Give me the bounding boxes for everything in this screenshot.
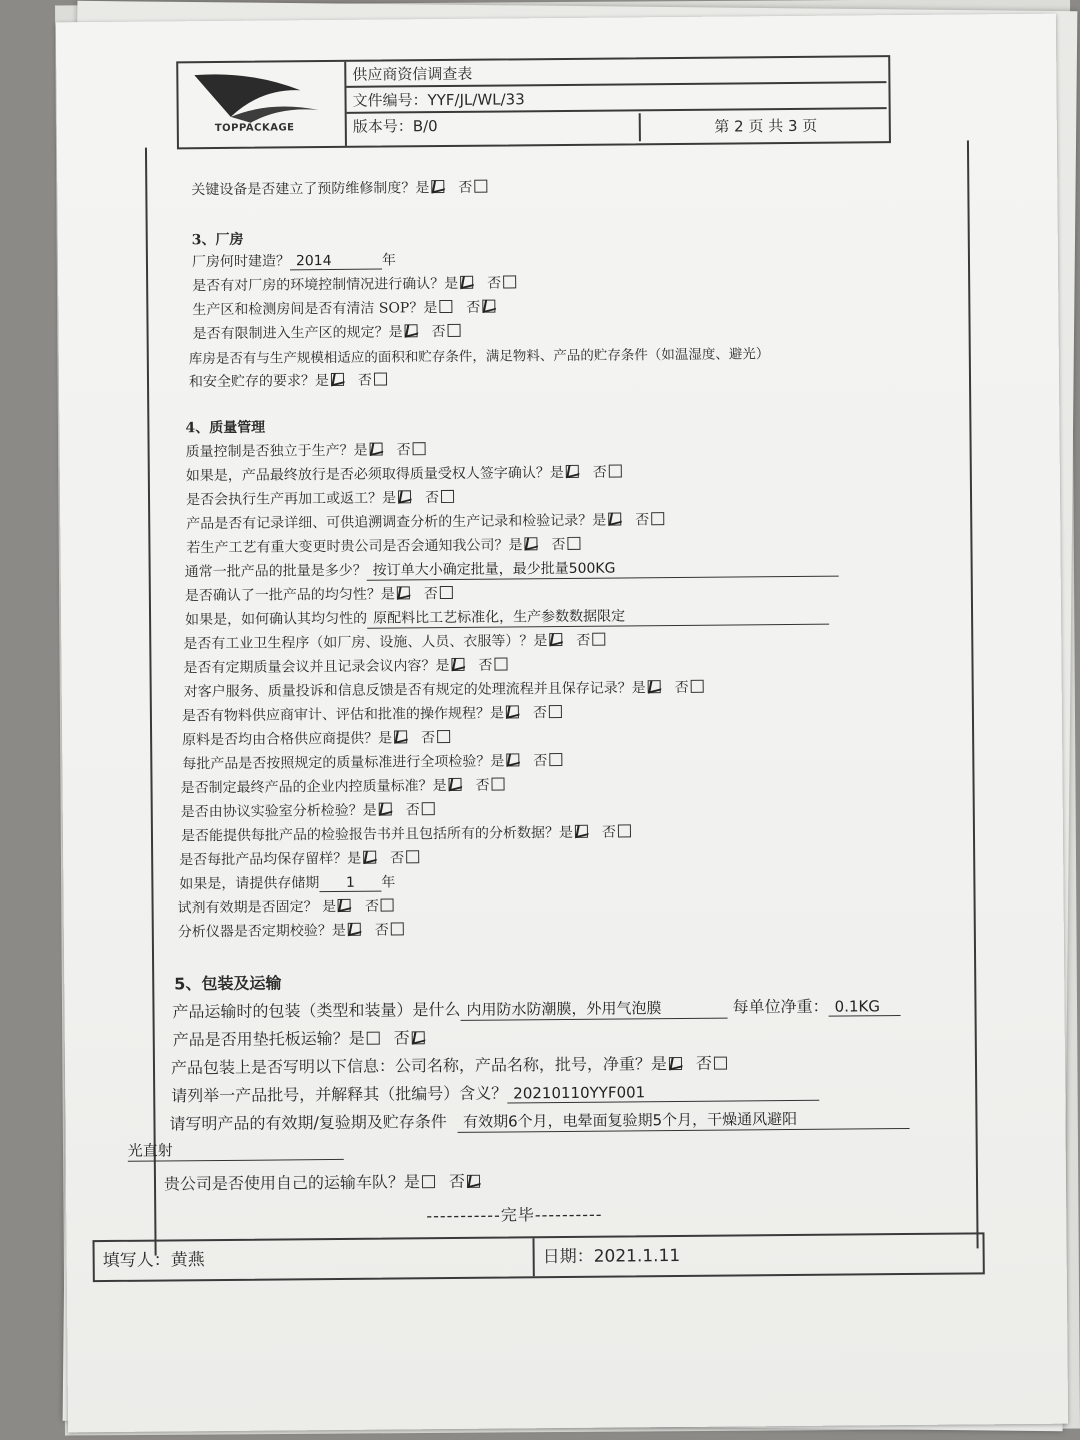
end-marker: -----------完毕----------: [426, 1204, 603, 1226]
q-instrument: 分析仪器是否定期校验？是 否: [178, 919, 418, 941]
version-number: 版本号：B/0: [352, 117, 438, 136]
checkbox-yes[interactable]: [379, 802, 392, 815]
q-transport-fleet: 贵公司是否使用自己的运输车队？是 否: [164, 1169, 494, 1195]
checkbox-yes[interactable]: [348, 923, 361, 936]
q-access: 是否有限制进入生产区的规定？是 否: [192, 321, 474, 343]
q-environment: 是否有对厂房的环境控制情况进行确认？是 否: [192, 272, 530, 295]
checkbox-yes[interactable]: [431, 180, 444, 193]
checkbox-yes[interactable]: [331, 373, 344, 386]
checkbox-yes[interactable]: [448, 778, 461, 791]
checkbox-yes[interactable]: [394, 730, 407, 743]
checkbox-yes[interactable]: [398, 490, 411, 503]
checkbox-no[interactable]: [374, 373, 387, 386]
checkbox-yes[interactable]: [575, 825, 588, 838]
checkbox-yes[interactable]: [422, 1175, 435, 1188]
checkbox-no[interactable]: [448, 324, 461, 337]
q-records: 产品是否有记录详细、可供追溯调查分析的生产记录和检验记录？是 否: [186, 509, 678, 533]
q-label-info: 产品包装上是否写明以下信息：公司名称，产品名称，批号，净重？是 否: [171, 1050, 741, 1078]
checkbox-yes[interactable]: [338, 899, 351, 912]
q-packaging: 产品运输时的包装（类型和装量）是什么 内用防水防潮膜，外用气泡膜 每单位净重： 0.1KG: [172, 993, 900, 1023]
q-meeting: 是否有定期质量会议并且记录会议内容？是 否: [183, 654, 521, 677]
page-count: 第 2 页 共 3 页: [639, 111, 891, 141]
q-full-test: 每批产品是否按照规定的质量标准进行全项检验？是 否: [182, 750, 576, 773]
section-4-title: 4、质量管理: [185, 419, 266, 437]
q-hygiene: 是否有工业卫生程序（如厂房、设施、人员、衣服等）？是 否: [183, 629, 619, 653]
checkbox-yes[interactable]: [363, 851, 376, 864]
q-notify: 若生产工艺有重大变更时贵公司是否会通知我公司？是 否: [186, 534, 594, 558]
checkbox-no[interactable]: [494, 657, 507, 670]
q-reagent: 试剂有效期是否固定？ 是 否: [178, 895, 409, 917]
q-standard: 是否制定最终产品的企业内控质量标准？是 否: [180, 774, 518, 797]
q-supplier-audit: 是否有物料供应商审计、评估和批准的操作规程？是 否: [182, 702, 576, 725]
packaging-value[interactable]: 内用防水防潮膜，外用气泡膜: [460, 997, 727, 1021]
batch-size-value[interactable]: 按订单大小确定批量，最少批量500KG: [367, 556, 839, 581]
section-3-title: 3、厂房: [191, 231, 244, 249]
checkbox-no[interactable]: [651, 512, 664, 525]
checkbox-no[interactable]: [412, 1031, 425, 1044]
q-built: 厂房何时建造？ 2014 年: [191, 252, 397, 271]
checkbox-yes[interactable]: [669, 1057, 682, 1070]
q-validity-cont: [128, 1138, 344, 1162]
q-sample: 是否每批产品均保存留样？是 否: [179, 847, 433, 869]
q-sop: 生产区和检测房间是否有清洁 SOP？是 否: [192, 296, 509, 319]
checkbox-yes[interactable]: [549, 633, 562, 646]
q-storage-period: 如果是，请提供存储期 1 年: [179, 874, 396, 893]
storage-period-value[interactable]: 1: [319, 875, 381, 893]
checkbox-no[interactable]: [482, 300, 495, 313]
checkbox-no[interactable]: [437, 730, 450, 743]
checkbox-yes[interactable]: [566, 465, 579, 478]
q-how-uniform: 如果是，如何确认其均匀性的 原配料比工艺标准化，生产参数数据限定: [185, 604, 829, 631]
q-service: 对客户服务、质量投诉和信息反馈是否有规定的处理流程并且保存记录？是 否: [184, 677, 718, 702]
q-storage-2: 和安全贮存的要求？是 否: [189, 369, 401, 391]
checkbox-yes[interactable]: [405, 324, 418, 337]
fill-date: 日期：2021.1.11: [542, 1245, 681, 1268]
q-lab: 是否由协议实验室分析检验？是 否: [181, 799, 449, 821]
q-material: 原料是否均由合格供应商提供？是 否: [182, 727, 464, 749]
q-rework: 是否会执行生产再加工或返工？是 否: [186, 487, 468, 509]
q-validity: 请写明产品的有效期/复验期及贮存条件 有效期6个月，电晕面复验期5个月，干燥通风避阳: [169, 1105, 909, 1135]
validity-value-cont[interactable]: 光直射: [128, 1138, 344, 1162]
checkbox-yes[interactable]: [451, 658, 464, 671]
company-logo: [178, 62, 347, 147]
checkbox-no[interactable]: [549, 705, 562, 718]
checkbox-yes[interactable]: [506, 705, 519, 718]
doc-number: 文件编号：YYF/JL/WL/33: [346, 83, 886, 114]
net-weight-value[interactable]: 0.1KG: [829, 997, 901, 1017]
checkbox-no[interactable]: [413, 442, 426, 455]
checkbox-no[interactable]: [691, 680, 704, 693]
checkbox-no[interactable]: [503, 275, 516, 288]
checkbox-no[interactable]: [381, 898, 394, 911]
uniformity-method-value[interactable]: 原配料比工艺标准化，生产参数数据限定: [367, 604, 829, 629]
q-report: 是否能提供每批产品的检验报告书并且包括所有的分析数据？是 否: [181, 821, 645, 845]
logo-text: TOPPACKAGE: [214, 122, 295, 135]
section-5-title: 5、包装及运输: [174, 973, 282, 994]
checkbox-no[interactable]: [406, 850, 419, 863]
form-footer: [92, 1232, 984, 1282]
checkbox-yes[interactable]: [608, 512, 621, 525]
checkbox-yes[interactable]: [524, 537, 537, 550]
checkbox-yes[interactable]: [506, 753, 519, 766]
checkbox-no[interactable]: [440, 586, 453, 599]
checkbox-no[interactable]: [567, 537, 580, 550]
checkbox-no[interactable]: [549, 753, 562, 766]
checkbox-no[interactable]: [422, 802, 435, 815]
checkbox-no[interactable]: [609, 464, 622, 477]
validity-value[interactable]: 有效期6个月，电晕面复验期5个月，干燥通风避阳: [457, 1107, 909, 1133]
checkbox-no[interactable]: [391, 922, 404, 935]
checkbox-no[interactable]: [467, 1175, 480, 1188]
q-uniformity: 是否确认了一批产品的均匀性？是 否: [185, 583, 467, 605]
checkbox-yes[interactable]: [439, 300, 452, 313]
checkbox-yes[interactable]: [460, 276, 473, 289]
checkbox-no[interactable]: [714, 1057, 727, 1070]
form-title: 供应商资信调查表: [346, 57, 886, 88]
q-pallet: 产品是否用垫托板运输？是 否: [173, 1025, 439, 1050]
checkbox-no[interactable]: [491, 778, 504, 791]
checkbox-no[interactable]: [441, 490, 454, 503]
form-body: [127, 140, 979, 1255]
q-storage-1: 库房是否有与生产规模相适应的面积和贮存条件，满足物料、产品的贮存条件（如温湿度、避光）: [188, 346, 770, 368]
q-release: 如果是，产品最终放行是否必须取得质量受权人签字确认？是 否: [186, 461, 636, 485]
checkbox-yes[interactable]: [648, 680, 661, 693]
checkbox-yes[interactable]: [370, 443, 383, 456]
q-qc-independent: 质量控制是否独立于生产？是 否: [186, 439, 440, 461]
q-lot-number: 请列举一产品批号，并解释其（批编号）含义？ 20210110YYF001: [171, 1078, 819, 1107]
checkbox-no[interactable]: [592, 633, 605, 646]
sail-logo-icon: [190, 70, 330, 127]
form-header: [176, 55, 891, 149]
checkbox-no[interactable]: [618, 824, 631, 837]
lot-number-value[interactable]: 20210110YYF001: [507, 1082, 819, 1104]
filler-name: 填写人：黄燕: [102, 1250, 205, 1272]
checkbox-yes[interactable]: [397, 586, 410, 599]
q-equipment: 关键设备是否建立了预防维修制度？是 否: [191, 177, 501, 200]
q-batch-size: 通常一批产品的批量是多少？ 按订单大小确定批量，最少批量500KG: [185, 556, 839, 583]
checkbox-yes[interactable]: [367, 1032, 380, 1045]
checkbox-no[interactable]: [474, 180, 487, 193]
document-page: [56, 14, 1068, 1433]
